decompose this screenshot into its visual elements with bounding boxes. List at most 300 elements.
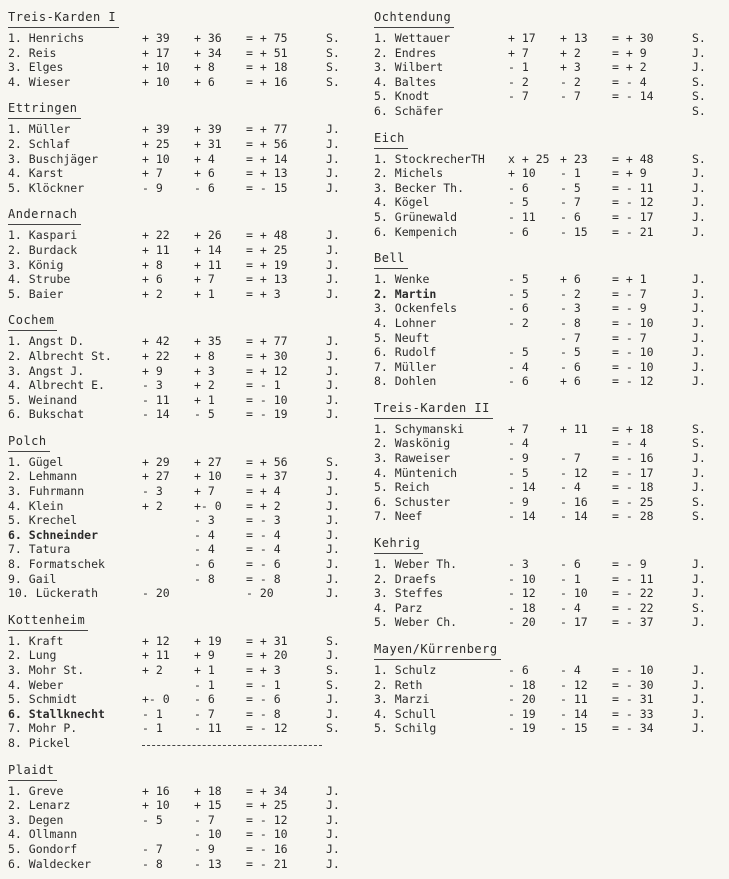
class-marker: J.	[326, 841, 340, 856]
player-row	[8, 60, 358, 75]
player-row	[8, 228, 358, 243]
score-round-2: - 6	[194, 180, 215, 195]
player-name: 3. Raweiser	[374, 451, 451, 466]
team-block-treis-karden-i	[8, 6, 358, 89]
score-round-2: + 35	[194, 334, 222, 349]
score-total: = - 12	[612, 195, 654, 210]
player-name: 1. StockrecherTH	[374, 151, 485, 166]
score-round-2: + 1	[194, 392, 215, 407]
score-round-1: + 7	[508, 45, 529, 60]
player-row	[374, 31, 724, 46]
score-total: - 20	[246, 586, 274, 601]
player-row	[8, 152, 358, 167]
score-total: = - 4	[612, 74, 647, 89]
team-name: Kottenheim	[8, 612, 88, 631]
player-name: 1. Henrichs	[8, 31, 85, 45]
score-total: = + 77	[246, 122, 288, 137]
score-round-1: + 12	[142, 633, 170, 648]
class-marker: J.	[326, 272, 340, 287]
player-row	[8, 528, 358, 543]
score-round-1: - 6	[508, 663, 529, 677]
player-row	[8, 513, 358, 528]
player-name: 4. Kögel	[374, 195, 430, 210]
score-round-2: - 10	[194, 827, 222, 842]
player-row	[8, 586, 358, 601]
score-round-2: + 9	[194, 648, 215, 663]
score-round-2: - 6	[560, 359, 581, 374]
score-total: = + 3	[246, 286, 281, 301]
score-total: = - 10	[612, 359, 654, 374]
score-round-2: + 18	[194, 783, 222, 798]
player-name: 3. Mohr St.	[8, 663, 85, 677]
score-total: = - 28	[612, 509, 654, 524]
score-round-1: + 11	[142, 242, 170, 257]
player-row	[374, 557, 724, 572]
class-marker: J.	[326, 586, 340, 601]
player-name: 6. Rudolf	[374, 345, 437, 360]
player-row	[8, 469, 358, 484]
score-round-2: + 8	[194, 348, 215, 363]
player-name: 4. Ollmann	[8, 827, 78, 842]
player-name: 5. Krechel	[8, 513, 78, 528]
score-total: = - 10	[612, 315, 654, 330]
score-total: = - 4	[246, 542, 281, 557]
class-marker: J.	[326, 363, 340, 378]
player-row	[8, 484, 358, 499]
player-name: 4. Wieser	[8, 74, 71, 89]
player-name: 5. Weber Ch.	[374, 615, 458, 630]
score-round-2: - 11	[194, 721, 222, 736]
score-round-1: + 16	[142, 783, 170, 798]
player-name: 2. Michels	[374, 166, 444, 181]
score-total: = + 30	[612, 31, 654, 45]
class-marker: J.	[326, 136, 340, 151]
score-round-2: + 3	[194, 363, 215, 378]
score-round-2: + 6	[560, 272, 581, 287]
score-round-1: - 18	[508, 677, 536, 692]
score-round-1: + 10	[142, 151, 170, 166]
player-name: 2. Reis	[8, 45, 57, 60]
player-name: 5. Gondorf	[8, 841, 78, 856]
score-round-1: - 6	[508, 301, 529, 316]
score-round-1: - 14	[142, 407, 170, 422]
team-block-treis-karden-ii	[374, 397, 724, 524]
player-row	[8, 736, 358, 751]
score-round-1: - 4	[508, 359, 529, 374]
class-marker: J.	[326, 378, 340, 393]
player-row	[8, 258, 358, 273]
player-name: 4. Parz	[374, 600, 423, 615]
player-name: 7. Tatura	[8, 542, 71, 557]
player-name: 2. Draefs	[374, 571, 437, 586]
team-name: Eich	[374, 130, 408, 149]
player-name: 9. Gail	[8, 571, 57, 586]
player-name: 5. Knodt	[374, 89, 430, 104]
player-row	[8, 784, 358, 799]
player-row	[8, 181, 358, 196]
class-marker: S.	[326, 31, 340, 45]
score-round-1: - 20	[508, 615, 536, 630]
class-marker: J.	[692, 60, 706, 75]
player-name: 2. Lung	[8, 648, 57, 663]
player-row	[374, 331, 724, 346]
player-row	[8, 378, 358, 393]
class-marker: J.	[326, 557, 340, 572]
player-name: 8. Pickel	[8, 735, 71, 750]
score-round-2: + 1	[194, 663, 215, 677]
class-marker: S.	[692, 31, 706, 45]
score-total: = - 21	[612, 224, 654, 239]
class-marker: J.	[326, 798, 340, 813]
team-block-ochtendung	[374, 6, 724, 119]
score-round-1: + 2	[142, 663, 163, 677]
score-total: = - 11	[612, 571, 654, 586]
class-marker: J.	[692, 451, 706, 466]
score-total: = - 7	[612, 286, 647, 301]
player-name: 5. Grünewald	[374, 209, 458, 224]
class-marker: J.	[326, 469, 340, 484]
class-marker: J.	[326, 348, 340, 363]
player-name: 3. Steffes	[374, 586, 444, 601]
score-round-2: + 11	[194, 257, 222, 272]
score-round-1: - 9	[508, 494, 529, 509]
class-marker: J.	[326, 648, 340, 663]
class-marker: J.	[326, 812, 340, 827]
score-round-2: + 19	[194, 633, 222, 648]
player-row	[374, 601, 724, 616]
player-name: 7. Neef	[374, 509, 423, 524]
class-marker: J.	[692, 345, 706, 360]
class-marker: J.	[326, 180, 340, 195]
score-round-1: - 10	[508, 571, 536, 586]
score-total: = - 18	[612, 480, 654, 495]
class-marker: J.	[692, 586, 706, 601]
class-marker: S.	[692, 103, 706, 118]
score-round-1: + 39	[142, 122, 170, 137]
player-row	[8, 648, 358, 663]
score-round-2: - 10	[560, 586, 588, 601]
score-round-1: + 11	[142, 648, 170, 663]
score-total: = + 12	[246, 363, 288, 378]
player-name: 4. Schull	[374, 706, 437, 721]
score-round-2: - 8	[560, 315, 581, 330]
player-row	[374, 451, 724, 466]
score-total: = - 30	[612, 677, 654, 692]
score-round-2: - 5	[194, 407, 215, 422]
score-round-2: - 15	[560, 224, 588, 239]
score-total: = - 12	[612, 374, 654, 389]
player-name: 6. Schuster	[374, 494, 451, 509]
class-marker: J.	[692, 677, 706, 692]
team-name: Ochtendung	[374, 9, 454, 28]
player-row	[8, 813, 358, 828]
player-name: 6. Waldecker	[8, 856, 92, 871]
score-round-2: + 13	[560, 31, 588, 45]
player-row	[374, 301, 724, 316]
player-row	[8, 557, 358, 572]
class-marker: S.	[326, 721, 340, 736]
score-total: = - 4	[612, 436, 647, 451]
player-name: 7. Müller	[374, 359, 437, 374]
score-round-1: - 7	[142, 841, 163, 856]
player-name: 4. Müntenich	[374, 465, 458, 480]
score-round-1: - 6	[508, 180, 529, 195]
player-name: 3. Marzi	[374, 692, 430, 707]
class-marker: J.	[692, 330, 706, 345]
score-round-2: + 26	[194, 228, 222, 243]
score-total: = - 9	[612, 301, 647, 316]
class-marker: J.	[326, 783, 340, 798]
player-name: 6. Bukschat	[8, 407, 85, 422]
player-row	[374, 89, 724, 104]
player-row	[374, 272, 724, 287]
score-total: = + 30	[246, 348, 288, 363]
score-total: = + 31	[246, 633, 288, 648]
score-total: = - 33	[612, 706, 654, 721]
score-round-1: - 2	[508, 74, 529, 89]
player-row	[8, 75, 358, 90]
score-round-2: - 14	[560, 706, 588, 721]
score-round-2: - 14	[560, 509, 588, 524]
score-total: = - 16	[246, 841, 288, 856]
player-row	[8, 364, 358, 379]
player-row	[8, 272, 358, 287]
score-total: = + 16	[246, 74, 288, 89]
score-total: = + 2	[246, 498, 281, 513]
class-marker: S.	[692, 494, 706, 509]
score-total: = - 6	[246, 557, 281, 572]
score-total: = - 8	[246, 706, 281, 721]
score-round-2: - 2	[560, 286, 581, 301]
player-name: 1. Kaspari	[8, 228, 78, 243]
player-name: 2. Reth	[374, 677, 423, 692]
score-round-2: + 23	[560, 151, 588, 166]
player-row	[8, 678, 358, 693]
class-marker: J.	[326, 827, 340, 842]
class-marker: S.	[692, 74, 706, 89]
score-round-1: - 1	[142, 721, 163, 736]
score-round-1: - 20	[142, 586, 170, 601]
class-marker: J.	[326, 527, 340, 542]
team-block-kottenheim	[8, 609, 358, 751]
player-row	[8, 707, 358, 722]
team-name: Polch	[8, 433, 50, 452]
score-total: = - 15	[246, 180, 288, 195]
player-name: 3. Buschjäger	[8, 151, 99, 166]
class-marker: J.	[326, 228, 340, 243]
class-marker: J.	[692, 615, 706, 630]
score-total: = + 4	[246, 484, 281, 499]
class-marker: S.	[326, 454, 340, 469]
score-total: = + 1	[612, 272, 647, 287]
score-round-2: + 3	[560, 60, 581, 75]
class-marker: S.	[326, 677, 340, 692]
score-round-2: - 4	[560, 600, 581, 615]
score-total: = - 14	[612, 89, 654, 104]
score-round-2: + 6	[560, 374, 581, 389]
player-name: 1. Kraft	[8, 633, 64, 648]
score-round-1: - 11	[508, 209, 536, 224]
score-round-2: + 2	[194, 378, 215, 393]
score-round-2: - 1	[194, 677, 215, 692]
score-total: = + 56	[246, 454, 288, 469]
score-round-2: + 14	[194, 242, 222, 257]
player-row	[374, 509, 724, 524]
class-marker: J.	[692, 180, 706, 195]
player-name: 3. Angst J.	[8, 363, 85, 378]
score-round-2: - 7	[194, 706, 215, 721]
player-row	[8, 572, 358, 587]
score-round-1: - 1	[142, 706, 163, 721]
player-row	[374, 345, 724, 360]
player-row	[374, 721, 724, 736]
player-row	[374, 360, 724, 375]
class-marker: J.	[692, 721, 706, 736]
score-total: = + 13	[246, 272, 288, 287]
player-row	[374, 466, 724, 481]
player-name: 5. Weinand	[8, 392, 78, 407]
score-round-2: - 4	[560, 480, 581, 495]
player-row	[8, 393, 358, 408]
player-row	[8, 407, 358, 422]
player-name: 3. Fuhrmann	[8, 484, 85, 499]
player-name: 1. Angst D.	[8, 334, 85, 349]
score-round-1: + 17	[142, 45, 170, 60]
player-row	[8, 663, 358, 678]
score-round-1: - 6	[508, 224, 529, 239]
class-marker: J.	[692, 209, 706, 224]
player-name: 2. Lehmann	[8, 469, 78, 484]
player-row	[8, 166, 358, 181]
score-round-1: + 2	[142, 286, 163, 301]
class-marker: J.	[326, 856, 340, 871]
score-round-1: - 18	[508, 600, 536, 615]
score-round-1: + 10	[508, 166, 536, 181]
score-round-1: - 4	[508, 436, 529, 451]
score-total: = - 10	[612, 663, 654, 677]
score-round-2: - 6	[560, 209, 581, 224]
player-name: 8. Dohlen	[374, 374, 437, 389]
score-total: = + 77	[246, 334, 288, 349]
score-round-2: - 13	[194, 856, 222, 871]
player-name: 1. Greve	[8, 783, 64, 798]
player-row	[374, 422, 724, 437]
score-round-1: + 7	[142, 166, 163, 181]
score-total: = - 22	[612, 600, 654, 615]
score-total: = - 10	[246, 392, 288, 407]
class-marker: S.	[326, 74, 340, 89]
score-round-2: + 6	[194, 166, 215, 181]
class-marker: J.	[326, 571, 340, 586]
team-name: Kehrig	[374, 535, 423, 554]
player-row	[8, 499, 358, 514]
score-total: = + 51	[246, 45, 288, 60]
score-round-1: + 9	[142, 363, 163, 378]
score-round-2: - 8	[194, 571, 215, 586]
score-round-2: + 36	[194, 31, 222, 45]
team-block-eich	[374, 127, 724, 240]
class-marker: J.	[326, 513, 340, 528]
score-round-2: - 3	[194, 513, 215, 528]
class-marker: S.	[326, 633, 340, 648]
score-total: = - 19	[246, 407, 288, 422]
score-total: = + 18	[612, 421, 654, 436]
score-round-2: + 31	[194, 136, 222, 151]
score-round-1: + 27	[142, 469, 170, 484]
score-total: = - 9	[612, 557, 647, 572]
score-round-2: - 2	[560, 74, 581, 89]
class-marker: J.	[326, 286, 340, 301]
class-marker: J.	[326, 407, 340, 422]
score-round-2: - 1	[560, 166, 581, 181]
class-marker: J.	[692, 706, 706, 721]
score-round-1: - 12	[508, 586, 536, 601]
player-row	[374, 615, 724, 630]
player-name: 5. Schilg	[374, 721, 437, 736]
score-round-1: + 6	[142, 272, 163, 287]
class-marker: J.	[692, 315, 706, 330]
score-round-1: + 10	[142, 60, 170, 75]
score-round-1: - 20	[508, 692, 536, 707]
team-block-ettringen	[8, 97, 358, 195]
player-name: 5. Baier	[8, 286, 64, 301]
class-marker: J.	[326, 151, 340, 166]
score-total: = - 1	[246, 378, 281, 393]
class-marker: J.	[692, 557, 706, 572]
player-row	[374, 166, 724, 181]
class-marker: S.	[692, 151, 706, 166]
player-row	[374, 46, 724, 61]
player-row	[374, 195, 724, 210]
player-row	[374, 692, 724, 707]
score-round-1: - 3	[142, 378, 163, 393]
score-total: = - 16	[612, 451, 654, 466]
class-marker: S.	[692, 436, 706, 451]
player-name: 2. Lenarz	[8, 798, 71, 813]
score-round-2: - 6	[194, 557, 215, 572]
class-marker: J.	[326, 498, 340, 513]
score-round-1: - 14	[508, 480, 536, 495]
team-name: Treis-Karden II	[374, 400, 493, 419]
player-row	[8, 334, 358, 349]
score-total: = + 37	[246, 469, 288, 484]
score-total: = + 25	[246, 798, 288, 813]
score-round-1: - 2	[508, 315, 529, 330]
score-total: = - 21	[246, 856, 288, 871]
player-row	[374, 181, 724, 196]
player-name: 6. Schäfer	[374, 103, 444, 118]
score-round-2: + 7	[194, 272, 215, 287]
player-name: 5. Schmidt	[8, 692, 78, 707]
score-total: = + 18	[246, 60, 288, 75]
player-row	[374, 316, 724, 331]
player-name: 2. Schlaf	[8, 136, 71, 151]
player-row	[374, 287, 724, 302]
class-marker: J.	[692, 359, 706, 374]
player-name: 4. Albrecht E.	[8, 378, 105, 393]
team-name: Cochem	[8, 312, 57, 331]
player-row	[374, 572, 724, 587]
score-round-2: + 15	[194, 798, 222, 813]
player-name: 8. Formatschek	[8, 557, 105, 572]
class-marker: S.	[692, 89, 706, 104]
player-name: 7. Mohr P.	[8, 721, 78, 736]
player-row	[8, 31, 358, 46]
player-name: 5. Neuft	[374, 330, 430, 345]
score-total: = - 4	[246, 527, 281, 542]
class-marker: J.	[326, 122, 340, 137]
score-round-2: - 12	[560, 677, 588, 692]
